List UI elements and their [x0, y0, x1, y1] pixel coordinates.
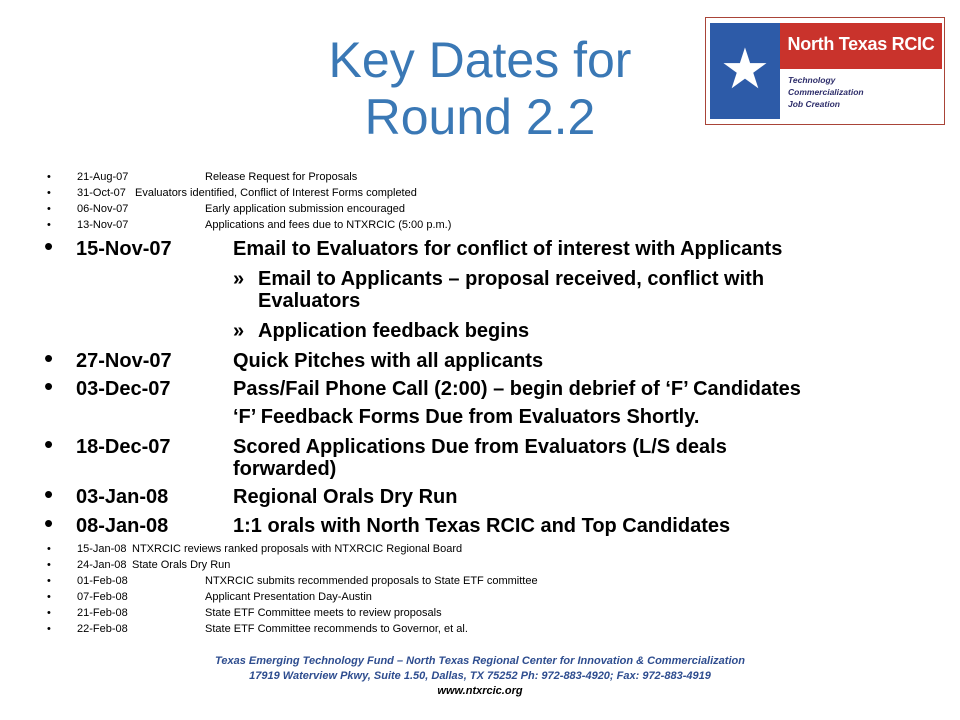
item-date: 15-Jan-08: [77, 543, 127, 555]
bullet-icon: •: [47, 559, 51, 571]
item-desc: 1:1 orals with North Texas RCIC and Top Candidates: [233, 515, 731, 537]
item-desc: Quick Pitches with all applicants: [233, 350, 544, 372]
footer: [80, 654, 880, 699]
chevron-right-icon: »: [233, 320, 245, 342]
item-desc: [233, 436, 727, 480]
bullet-icon: •: [44, 371, 54, 401]
bullet-icon: •: [44, 429, 54, 459]
item-desc: NTXRCIC reviews ranked proposals with NTXRCIC Regional Board: [132, 543, 463, 555]
bullet-icon: •: [47, 187, 51, 199]
bullet-icon: •: [47, 171, 51, 183]
bullet-icon: •: [47, 203, 51, 215]
bullet-icon: •: [44, 479, 54, 509]
item-date: 06-Nov-07: [77, 203, 129, 215]
item-desc: State ETF Committee recommends to Governor, et al.: [205, 623, 468, 635]
logo-tag-commercialization: Commercialization: [788, 87, 864, 97]
item-date: 15-Nov-07: [76, 238, 172, 260]
item-date: 13-Nov-07: [77, 219, 129, 231]
item-date: 22-Feb-08: [77, 623, 128, 635]
item-date: 27-Nov-07: [76, 350, 172, 372]
item-date: 18-Dec-07: [76, 436, 171, 458]
logo-tag-job-creation: Job Creation: [788, 99, 840, 109]
footer-line-1: Texas Emerging Technology Fund – North Texas Regional Center for Innovation & Commercialization: [215, 655, 745, 667]
item-desc: Email to Evaluators for conflict of interest with Applicants: [233, 238, 783, 260]
item-date: 21-Aug-07: [77, 171, 129, 183]
chevron-right-icon: »: [233, 268, 245, 290]
bullet-icon: •: [47, 623, 51, 635]
bullet-icon: •: [44, 343, 54, 373]
footer-address: 17919 Waterview Pkwy, Suite 1.50, Dallas, TX 75252 Ph: 972-883-4920; Fax: 972-883-4919: [249, 670, 711, 682]
item-desc: Release Request for Proposals: [205, 171, 358, 183]
bullet-icon: •: [47, 575, 51, 587]
item-date: 03-Dec-07: [76, 378, 171, 400]
item-date: 01-Feb-08: [77, 575, 128, 587]
item-desc: Applicant Presentation Day-Austin: [205, 591, 372, 603]
footer-website-link[interactable]: www.ntxrcic.org: [437, 685, 523, 697]
bullet-icon: •: [47, 591, 51, 603]
item-date: 03-Jan-08: [76, 486, 169, 508]
item-desc: Applications and fees due to NTXRCIC (5:00 p.m.): [205, 219, 452, 231]
item-desc: Early application submission encouraged: [205, 203, 405, 215]
item-desc: Pass/Fail Phone Call (2:00) – begin debrief of ‘F’ Candidates: [233, 378, 801, 400]
title-line-2: Round 2.2: [364, 89, 596, 145]
title-line-1: Key Dates for: [328, 32, 632, 88]
item-desc: State Orals Dry Run: [132, 559, 231, 571]
item-desc: Regional Orals Dry Run: [233, 486, 458, 508]
item-date: 07-Feb-08: [77, 591, 128, 603]
item-date: 21-Feb-08: [77, 607, 128, 619]
item-date: 24-Jan-08: [77, 559, 127, 571]
sub-item-line-1: Email to Applicants – proposal received, conflict with: [258, 268, 765, 290]
item-desc-line-2: forwarded): [233, 458, 337, 480]
bullet-icon: •: [44, 508, 54, 538]
sub-item-desc: Application feedback begins: [258, 320, 530, 342]
sub-item-line-2: Evaluators: [258, 290, 361, 312]
logo-name: North Texas RCIC: [787, 34, 935, 54]
logo-tag-technology: Technology: [788, 75, 836, 85]
sub-item-desc: [258, 268, 764, 312]
star-icon: ★: [719, 37, 771, 100]
bullet-icon: •: [47, 607, 51, 619]
item-desc: State ETF Committee meets to review proposals: [205, 607, 442, 619]
bullet-icon: •: [47, 543, 51, 555]
bullet-icon: •: [47, 219, 51, 231]
item-date: 31-Oct-07: [77, 187, 126, 199]
item-desc: Evaluators identified, Conflict of Interest Forms completed: [135, 187, 417, 199]
item-date: 08-Jan-08: [76, 515, 169, 537]
item-desc-continuation: ‘F’ Feedback Forms Due from Evaluators Shortly.: [233, 406, 700, 428]
bullet-icon: •: [44, 231, 54, 261]
item-desc: NTXRCIC submits recommended proposals to State ETF committee: [205, 575, 538, 587]
item-desc-line-1: Scored Applications Due from Evaluators (L/S deals: [233, 436, 727, 458]
